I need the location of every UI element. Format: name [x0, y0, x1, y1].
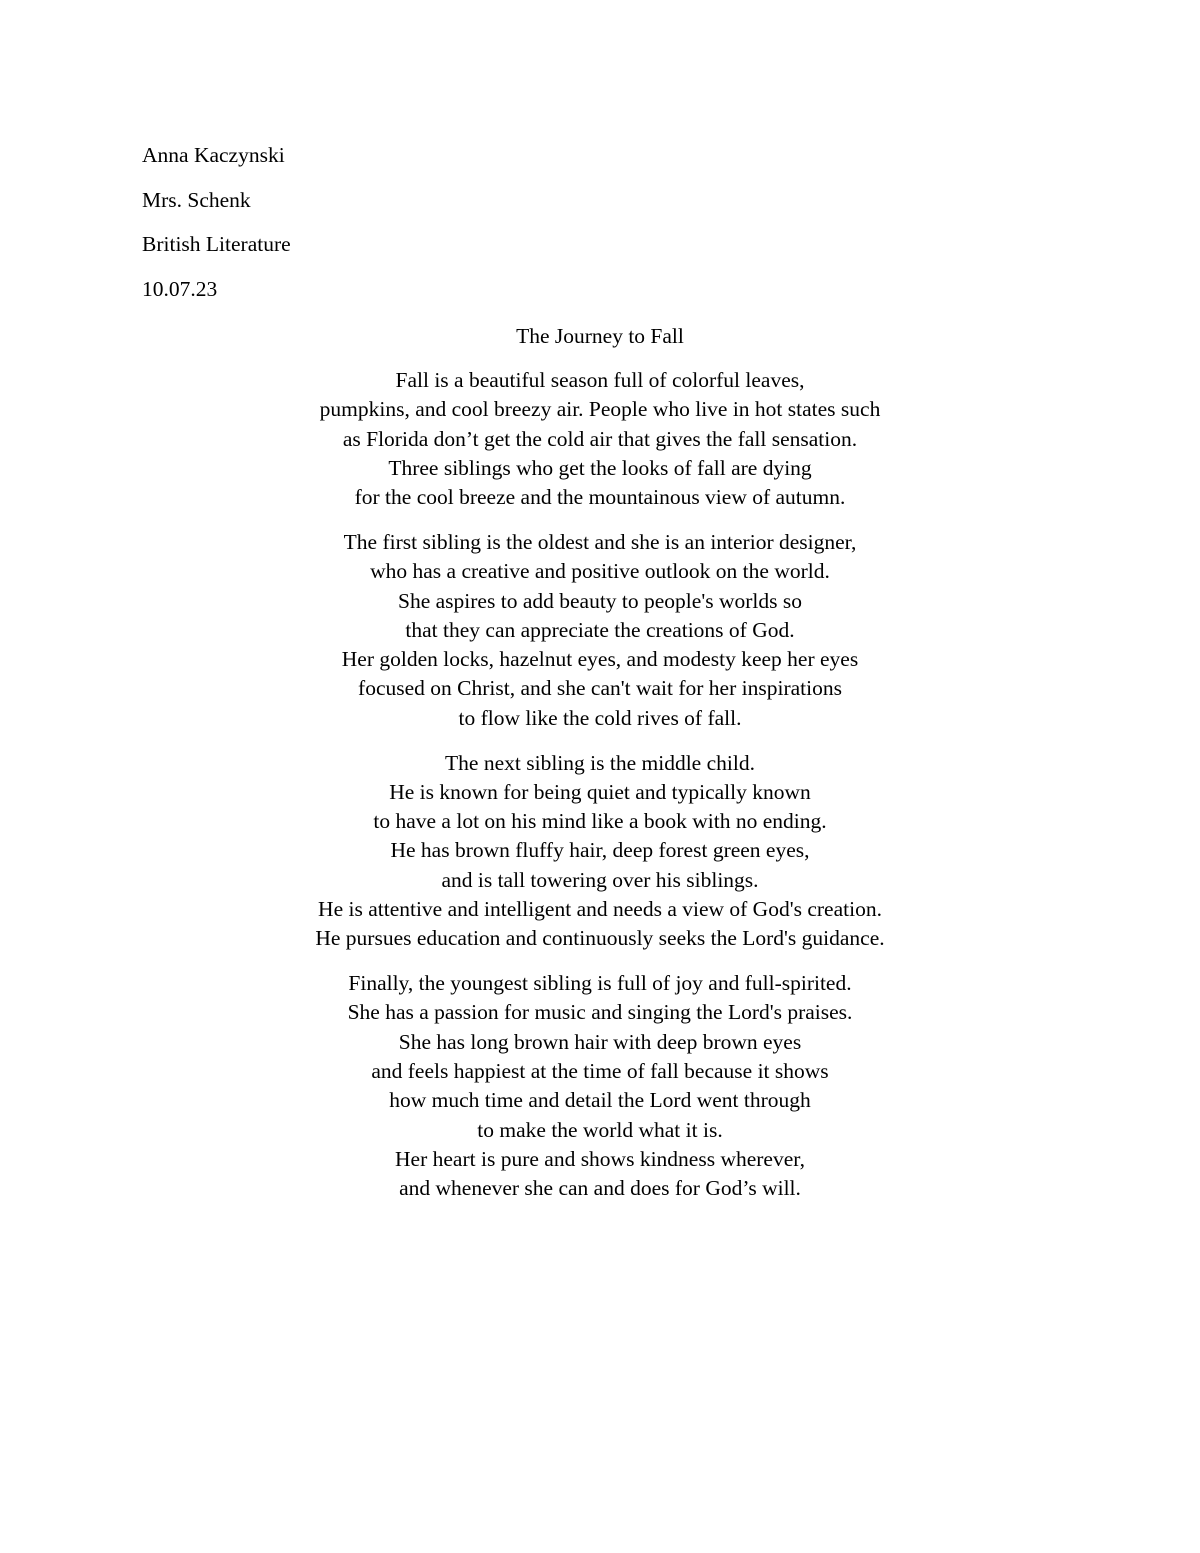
- verse-line: He has brown fluffy hair, deep forest green eyes,: [390, 838, 810, 863]
- stanza-4: [0, 969, 1200, 1203]
- stanza-3: [0, 749, 1200, 954]
- verse-line: She has a passion for music and singing the Lord's praises.: [347, 1000, 853, 1025]
- verse-line: The first sibling is the oldest and she is an interior designer,: [343, 529, 857, 554]
- verse-line: Her golden locks, hazelnut eyes, and modesty keep her eyes: [341, 647, 859, 672]
- stanza-1: [0, 366, 1200, 512]
- poem-title: The Journey to Fall: [516, 324, 684, 348]
- verse-line: pumpkins, and cool breezy air. People who live in hot states such: [319, 397, 881, 422]
- verse-line: as Florida don’t get the cold air that gives the fall sensation.: [342, 426, 858, 451]
- verse-line: He pursues education and continuously seeks the Lord's guidance.: [315, 926, 885, 951]
- verse-line: Three siblings who get the looks of fall are dying: [388, 455, 812, 480]
- verse-line: to have a lot on his mind like a book with no ending.: [373, 809, 827, 834]
- verse-line: how much time and detail the Lord went through: [389, 1088, 811, 1113]
- stanza-2: [0, 528, 1200, 733]
- document-header: [142, 140, 742, 318]
- poem-body: [0, 321, 1200, 1219]
- verse-line: who has a creative and positive outlook on the world.: [370, 559, 830, 584]
- verse-line: Fall is a beautiful season full of colorful leaves,: [395, 368, 805, 392]
- verse-line: The next sibling is the middle child.: [445, 750, 755, 775]
- verse-line: She has long brown hair with deep brown eyes: [398, 1029, 802, 1054]
- verse-line: and feels happiest at the time of fall because it shows: [371, 1059, 829, 1084]
- verse-line: that they can appreciate the creations of God.: [405, 617, 795, 642]
- document-date: 10.07.23: [142, 276, 218, 301]
- verse-line: to flow like the cold rives of fall.: [458, 705, 742, 730]
- verse-line: to make the world what it is.: [477, 1117, 723, 1142]
- teacher-name: Mrs. Schenk: [142, 187, 251, 212]
- verse-line: He is attentive and intelligent and needs a view of God's creation.: [318, 897, 882, 922]
- verse-line: for the cool breeze and the mountainous view of autumn.: [354, 485, 846, 510]
- verse-line: She aspires to add beauty to people's worlds so: [398, 588, 802, 613]
- verse-line: and whenever she can and does for God’s will.: [399, 1176, 801, 1201]
- verse-line: Finally, the youngest sibling is full of joy and full-spirited.: [348, 971, 852, 996]
- course-name: British Literature: [142, 232, 291, 256]
- verse-line: He is known for being quiet and typically known: [389, 779, 811, 804]
- author-name: Anna Kaczynski: [142, 143, 285, 167]
- verse-line: focused on Christ, and she can't wait for her inspirations: [358, 676, 842, 701]
- verse-line: and is tall towering over his siblings.: [441, 867, 759, 892]
- verse-line: Her heart is pure and shows kindness wherever,: [395, 1146, 805, 1171]
